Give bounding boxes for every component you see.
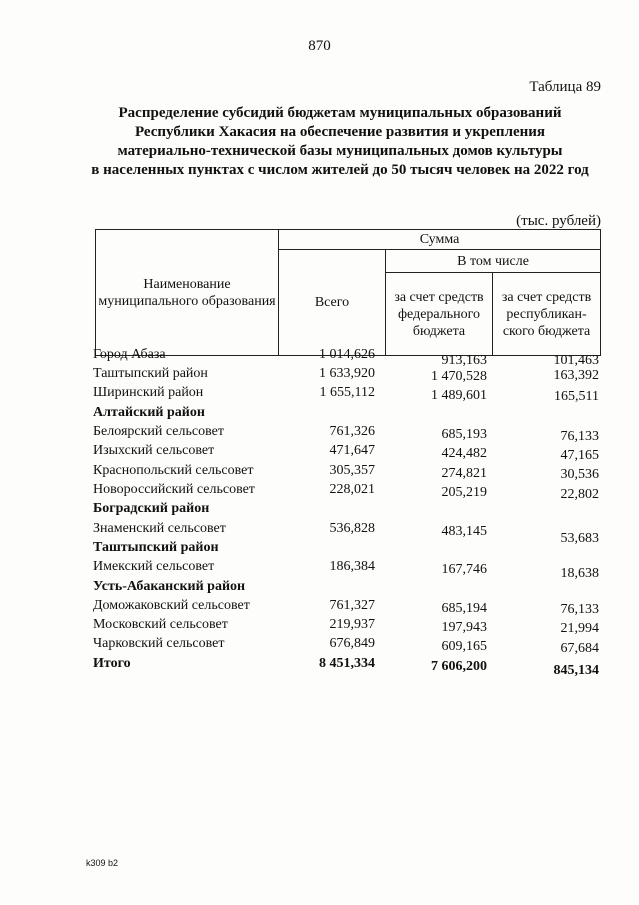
row-total: 228,021 [329,482,375,497]
row-federal: 1 470,528 [431,369,487,384]
row-federal: 483,145 [441,524,487,539]
row-total: 761,326 [329,424,375,439]
row-republican: 21,994 [560,621,599,636]
row-republican: 76,133 [560,429,599,444]
footer-code: k309 b2 [86,858,119,868]
row-name: Доможаковский сельсовет [93,598,250,613]
title-line: Распределение субсидий бюджетам муниципальных образований [118,105,562,121]
table-row [0,597,639,617]
row-republican: 101,463 [553,353,599,368]
row-republican: 53,683 [560,531,599,546]
row-name: Таштыпский район [93,366,208,381]
row-name: Московский сельсовет [93,617,228,632]
row-name: Знаменский сельсовет [93,521,226,536]
table-row [0,462,639,482]
header-federal: за счет средств федерального бюджета [386,273,493,356]
row-total: 1 655,112 [319,385,375,400]
row-federal: 913,163 [441,353,487,368]
row-total: 186,384 [329,559,375,574]
row-republican: 845,134 [553,663,599,678]
row-name: Белоярский сельсовет [93,424,224,439]
table-row [0,539,639,559]
row-name: Алтайский район [93,405,205,420]
row-federal: 424,482 [441,446,487,461]
table-row [0,423,639,443]
row-federal: 274,821 [441,466,487,481]
row-name: Ширинский район [93,385,204,400]
row-federal: 685,193 [441,427,487,442]
row-republican: 163,392 [553,368,599,383]
row-total: 761,327 [329,598,375,613]
table-row [0,635,639,655]
row-total: 219,937 [329,617,375,632]
table-body [0,343,639,703]
header-including: В том числе [386,250,601,273]
row-republican: 47,165 [560,448,599,463]
header-sum: Сумма [279,230,601,250]
row-name: Таштыпский район [93,540,219,555]
table-title [60,104,620,180]
row-federal: 197,943 [441,620,487,635]
row-federal: 7 606,200 [431,659,487,674]
table-row [0,558,639,581]
row-total: 8 451,334 [319,656,375,671]
table-row [0,655,639,678]
table-row [0,442,639,462]
row-name: Имекский сельсовет [93,559,215,574]
row-republican: 22,802 [560,487,599,502]
table-row [0,520,639,546]
row-name: Чарковский сельсовет [93,636,225,651]
units-label: (тыс. рублей) [516,213,601,229]
header-name: Наименование муниципального образования [96,230,279,356]
page-number: 870 [308,38,331,54]
header-total: Всего [279,250,386,356]
table-row [0,346,639,366]
table-row [0,404,639,424]
row-federal: 685,194 [441,601,487,616]
row-total: 536,828 [329,521,375,536]
row-name: Краснопольский сельсовет [93,463,254,478]
row-federal: 167,746 [441,562,487,577]
table-row [0,384,639,404]
table-row [0,365,639,385]
table-header [95,229,601,356]
header-republican: за счет средств республикан-ского бюджета [493,273,601,356]
table-row [0,500,639,520]
row-republican: 165,511 [554,389,599,404]
row-republican: 30,536 [560,467,599,482]
row-total: 1 633,920 [319,366,375,381]
row-total: 305,357 [329,463,375,478]
row-republican: 76,133 [560,602,599,617]
row-name: Итого [93,656,131,671]
row-name: Изыхский сельсовет [93,443,215,458]
row-total: 1 014,626 [319,347,375,362]
row-name: Город Абаза [93,347,166,362]
row-total: 471,647 [329,443,375,458]
row-total: 676,849 [329,636,375,651]
table-row [0,481,639,501]
table-row [0,578,639,598]
title-line: материально-технической базы муниципальных домов культуры [117,143,563,159]
row-federal: 205,219 [441,485,487,500]
row-name: Новороссийский сельсовет [93,482,255,497]
row-name: Усть-Абаканский район [93,579,246,594]
row-republican: 67,684 [560,641,599,656]
row-name: Боградский район [93,501,210,516]
title-line: в населенных пунктах с числом жителей до 50 тысяч человек на 2022 год [91,162,589,178]
table-label: Таблица 89 [529,79,601,95]
row-federal: 609,165 [441,639,487,654]
row-federal: 1 489,601 [431,388,487,403]
row-republican: 18,638 [560,566,599,581]
title-line: Республики Хакасия на обеспечение развития и укрепления [134,124,546,140]
table-row [0,616,639,636]
